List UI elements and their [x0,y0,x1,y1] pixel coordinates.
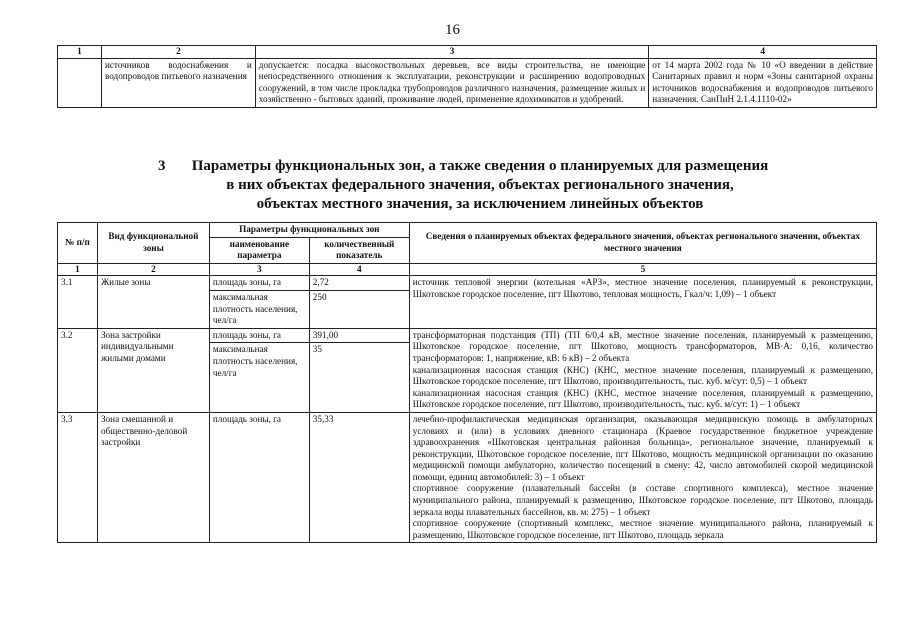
header-objects: Сведения о планируемых объектах федерального значения, объектах регионального значения, объектах местного значения [409,223,876,264]
empty-cell [58,58,102,107]
column-number: 1 [58,263,98,276]
objects-cell [409,412,876,543]
row-number: 3.2 [58,328,98,412]
table-row [58,328,877,412]
section-title-line: объектах местного значения, за исключением линейных объектов [256,196,704,212]
param-names [209,328,309,412]
section-heading [140,157,820,214]
page-number: 16 [445,22,460,38]
header-zone-type: Вид функциональной зоны [97,223,209,264]
object-entry: канализационная насосная станция (КНС) (КНС, местное значение поселения, планируемый к размещению, Шкотовское городское поселение, пгт Шкотово, производительность, тыс. куб. м/сут: 1) – 1 объект [412,387,873,410]
header-param-name: наименование параметра [209,237,309,263]
row-number: 3.3 [58,412,98,543]
row-number: 3.1 [58,276,98,328]
param-value: 35 [312,344,322,355]
header-row [58,223,877,238]
object-entry: источник тепловой энергии (котельная «АРЗ», местное значение поселения, планируемый к реконструкции, Шкотовское городское поселение, пгт Шкотово, тепловая мощность, Гкал/ч: 1,09) – 1 объект [412,277,873,299]
restrictions-cell: допускается: посадка высокоствольных деревьев, все виды строительства, не имеющие непосредственного отношения к эксплуатации, реконструкции и расширению водопроводных сооружений, в том числе прокладка трубопроводов различного назначения, размещение жилых и хозяйственно - бытовых зданий, проживание людей, применение ядохимикатов и удобрений. [255,58,648,107]
column-number-row [58,263,877,276]
legal-basis-cell: от 14 марта 2002 года № 10 «О введении в действие Санитарных правил и норм «Зоны санитарной охраны источников водоснабжения и водопроводов питьевого назначения. СанПиН 2.1.4.1110-02» [649,58,877,107]
column-number: 1 [58,46,102,59]
param-name: максимальная плотность населения, чел/га [212,344,298,378]
objects-cell [409,276,876,328]
column-number: 4 [309,263,409,276]
object-entry: канализационная насосная станция (КНС) (КНС, местное значение поселения, планируемый к размещению, Шкотовское городское поселение, пгт Шкотово, производительность, тыс. куб. м/сут: 0,5) – 1 объект [412,364,873,387]
section-title-line: Параметры функциональных зон, а также сведения о планируемых для размещения [191,158,769,174]
functional-zones-table [57,222,877,543]
param-value: 391,00 [310,329,409,344]
table-row [58,58,877,107]
zone-type: Жилые зоны [97,276,209,328]
column-number: 3 [255,46,648,59]
continuation-table [57,45,877,108]
object-entry: трансформаторная подстанция (ТП) (ТП 6/0,4 кВ, местное значение поселения, планируемый к размещению, Шкотовское городское поселение, пгт Шкотово, мощность трансформаторов, МВ·А: 0,16, количество трансформаторов: 1, напряжение, кВ: 6 кВ) – 2 объекта [412,329,873,363]
column-number: 2 [101,46,255,59]
object-entry: лечебно-профилактическая медицинская организация, оказывающая медицинскую помощь в амбулаторных условиях и (или) в условиях дневного стационара (Краевое государственное бюджетное учреждение здравоохранения «Шкотовская центральная районная больница», региональное значение, планируемый к реконструкции, Шкотовское городское поселение, пгт Шкотово, мощность медицинской организации по оказанию медицинской помощи амбулаторно, количество посещений в смену: 42, число автомобилей скорой медицинской помощи, единиц автомобилей: 3) – 1 объект [412,413,873,482]
param-values [309,328,409,412]
column-number: 5 [409,263,876,276]
param-value: 2,72 [310,276,409,291]
section-title-line: в них объектах федерального значения, объектах регионального значения, [226,177,734,193]
zone-type: Зона смешанной и общественно-деловой застройки [97,412,209,543]
table-row [58,412,877,543]
param-names [209,276,309,328]
column-number: 4 [649,46,877,59]
param-value: 250 [312,291,327,302]
param-values [309,276,409,328]
section-number: 3 [158,158,166,174]
header-param-value: количественный показатель [309,237,409,263]
header-params-group: Параметры функциональных зон [209,223,409,238]
table-row [58,276,877,328]
zone-type: Зона застройки индивидуальными жилыми домами [97,328,209,412]
zone-name-cell: источников водоснабжения и водопроводов питьевого назначения [101,58,255,107]
column-number-row [58,46,877,59]
object-entry: спортивное сооружение (плавательный бассейн (в составе спортивного комплекса), местное значение муниципального района, планируемый к размещению, Шкотовское городское поселение, пгт Шкотово, площадь зеркала воды плавательных бассейнов, кв. м: 275) – 1 объект [412,483,873,517]
param-value: 35,33 [309,412,409,543]
column-number: 3 [209,263,309,276]
objects-cell [409,328,876,412]
param-name: площадь зоны, га [210,276,309,291]
column-number: 2 [97,263,209,276]
object-entry: спортивное сооружение (спортивный комплекс, местное значение муниципального района, планируемый к размещению, Шкотовское городское поселение, пгт Шкотово, площадь зеркала [412,518,873,540]
param-name: максимальная плотность населения, чел/га [212,291,298,326]
header-num: № п/п [58,223,98,264]
param-name: площадь зоны, га [209,412,309,543]
param-name: площадь зоны, га [210,329,309,344]
